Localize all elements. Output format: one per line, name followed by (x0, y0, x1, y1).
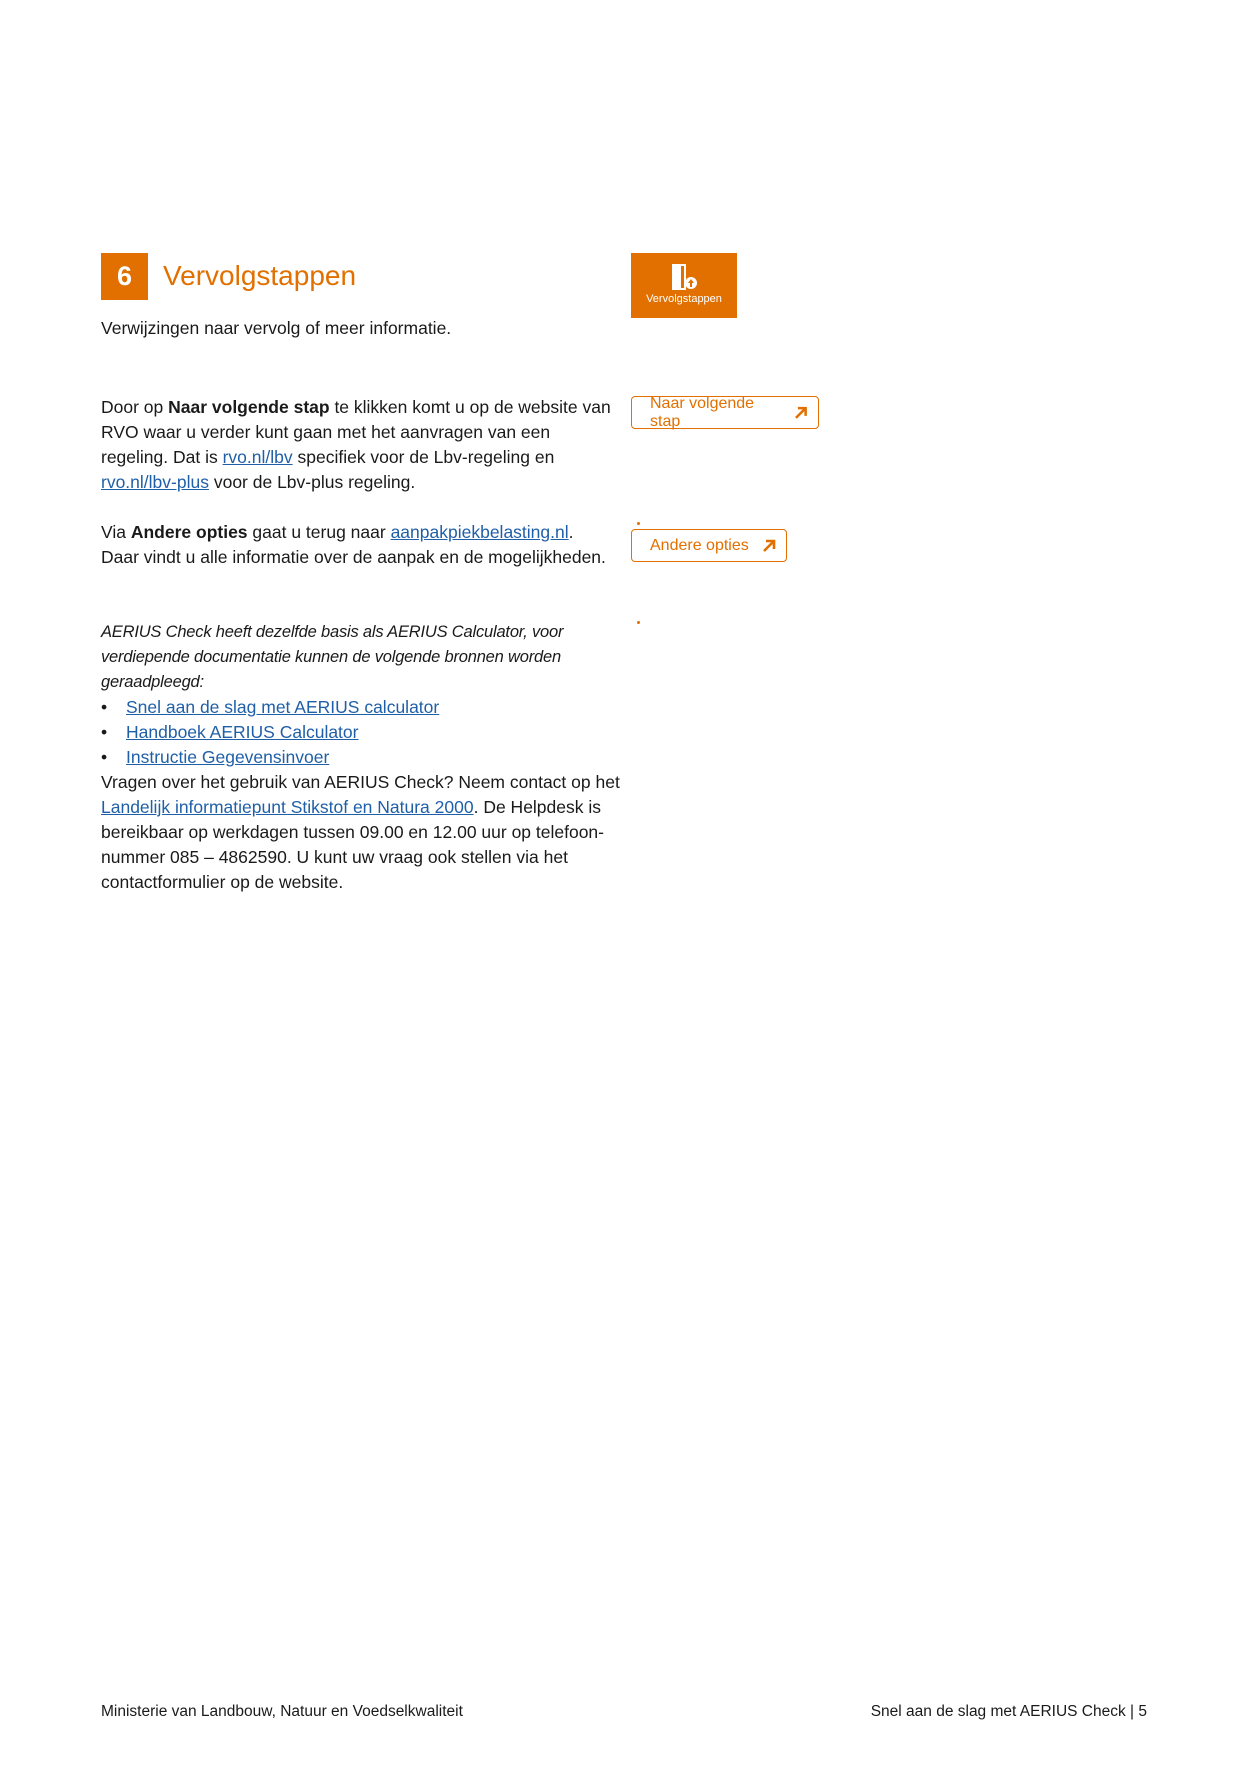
link-informatiepunt[interactable]: Landelijk informatiepunt Stikstof en Natura 2000 (101, 797, 474, 817)
decorative-dot (637, 522, 640, 525)
documentation-list (101, 695, 621, 770)
text: . (568, 522, 574, 542)
text: Via (101, 522, 131, 542)
text: Vragen over het gebruik van AERIUS Check? Neem contact op het (101, 772, 620, 792)
link-aanpakpiekbelasting[interactable]: aanpakpiekbelasting.nl (390, 522, 569, 542)
link-rvo-lbv[interactable]: rvo.nl/lbv (222, 447, 293, 467)
other-options-button-label: Andere opties (650, 536, 749, 554)
decorative-dot (637, 621, 640, 624)
paragraph-helpdesk (101, 770, 621, 895)
paragraph-next-step (101, 395, 621, 495)
text: specifiek voor de Lbv-regeling en (292, 447, 555, 467)
documentation-intro: AERIUS Check heeft dezelfde basis als AERIUS Calculator, voor verdiepende documentatie kunnen de volgende bronnen worden geraadpleegd: (101, 623, 564, 691)
list-item (101, 745, 621, 770)
paragraph-documentation (101, 620, 621, 770)
list-item (101, 720, 621, 745)
vervolgstappen-tile (631, 253, 737, 318)
link-snel-aan-de-slag[interactable]: Snel aan de slag met AERIUS calculator (126, 697, 440, 717)
link-handboek[interactable]: Handboek AERIUS Calculator (126, 722, 359, 742)
section-number-badge: 6 (101, 253, 148, 300)
text: Door op (101, 397, 169, 417)
other-options-button[interactable] (631, 529, 787, 562)
bullet: • (101, 747, 108, 767)
footer-page-info: Snel aan de slag met AERIUS Check | 5 (870, 1703, 1147, 1720)
next-step-button[interactable] (631, 396, 819, 429)
bold-text: Andere opties (130, 522, 248, 542)
door-exit-icon (669, 263, 699, 291)
text: te klikken komt u op de website van RVO waar u verder kunt gaan met het aanvragen van een regeling. Dat is (101, 397, 611, 467)
section-heading (101, 252, 356, 300)
section-title: Vervolgstappen (163, 260, 357, 291)
next-step-button-label: Naar volgende stap (650, 394, 755, 430)
footer-ministry: Ministerie van Landbouw, Natuur en Voedselkwaliteit (101, 1703, 463, 1720)
tile-label: Vervolgstappen (646, 293, 722, 305)
link-instructie[interactable]: Instructie Gegevensinvoer (126, 747, 330, 767)
bullet: • (101, 722, 108, 742)
link-rvo-lbv-plus[interactable]: rvo.nl/lbv-plus (101, 472, 209, 492)
text: . De Helpdesk is bereikbaar op werkdagen tussen 09.00 en 12.00 uur op telefoon-nummer 085 – 4862590. U kunt uw vraag ook stellen via het contactformulier op de website. (101, 797, 604, 892)
text: voor de Lbv-plus regeling. (208, 472, 416, 492)
arrow-up-right-icon (794, 406, 808, 420)
arrow-up-right-icon (762, 539, 776, 553)
list-item (101, 695, 621, 720)
bullet: • (101, 697, 108, 717)
text: gaat u terug naar (247, 522, 391, 542)
text: Daar vindt u alle informatie over de aanpak en de mogelijkheden. (101, 547, 606, 567)
paragraph-other-options (101, 520, 621, 570)
bold-text: Naar volgende stap (168, 397, 330, 417)
section-subtitle: Verwijzingen naar vervolg of meer informatie. (101, 318, 452, 338)
